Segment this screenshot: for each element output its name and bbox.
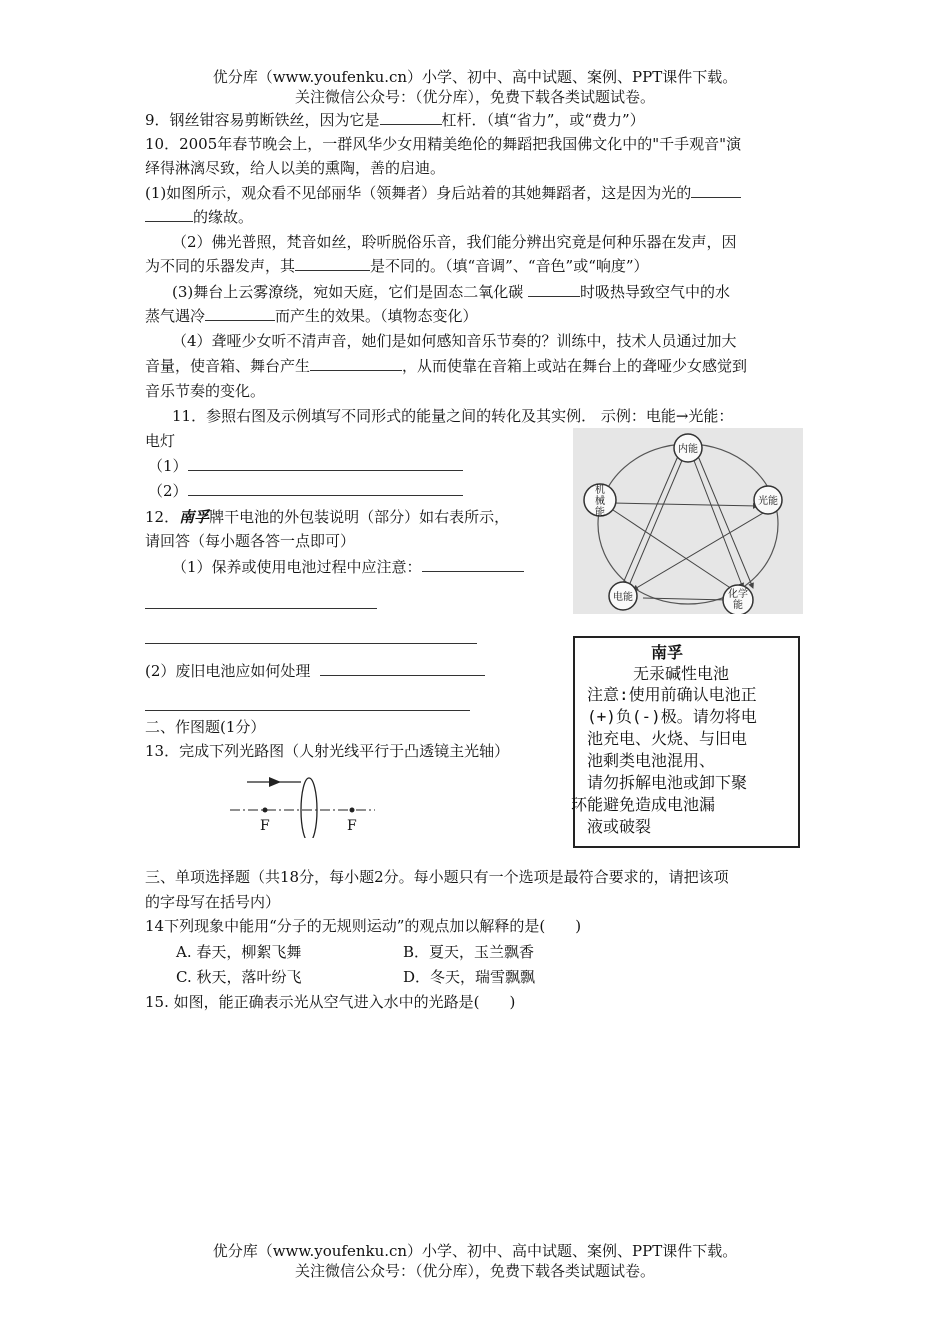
q12-part1-text: （1）保养或使用电池过程中应注意：	[172, 558, 422, 576]
battery-note-1: 注意:使用前确认电池正	[587, 685, 757, 704]
q10-part4-blank[interactable]	[310, 355, 402, 371]
q12-part2	[145, 660, 485, 682]
label-mech-1: 机	[595, 485, 605, 496]
q12-part1-blank[interactable]	[422, 556, 524, 572]
q10-part2-b	[145, 255, 649, 277]
q14-option-d[interactable]: D．冬天，瑞雪飘飘	[403, 968, 536, 986]
q10-part2-text-2: 是不同的。（填“音调”、“音色”或“响度”）	[370, 257, 649, 275]
q12-part2-text: (2）废旧电池应如何处理	[145, 662, 311, 680]
q10-part4-text-1: 音量，使音箱、舞台产生	[145, 357, 311, 375]
q12-part1-line-2[interactable]	[145, 593, 377, 609]
battery-note-3: 池充电、火烧、与旧电	[587, 729, 748, 748]
q10-part4-c: 音乐节奏的变化。	[145, 382, 266, 400]
q11-item-1	[148, 455, 463, 477]
q12-brand: 南孚	[179, 508, 210, 526]
q14-option-b[interactable]: B．夏天，玉兰飘香	[403, 943, 535, 961]
q14-option-a[interactable]: A. 春天，柳絮飞舞	[176, 943, 302, 961]
header-line-1: 优分库（www.youfenku.cn）小学、初中、高中试题、案例、PPT课件下载。	[212, 68, 738, 86]
label-internal: 内能	[678, 444, 698, 455]
section-2-title: 二、作图题(1分）	[145, 718, 266, 736]
footer-line-1: 优分库（www.youfenku.cn）小学、初中、高中试题、案例、PPT课件下载。	[212, 1242, 738, 1260]
label-mech-2: 械	[595, 496, 605, 507]
q12-part2-blank[interactable]	[320, 660, 485, 676]
energy-diagram-svg	[573, 428, 803, 614]
q10-part1-a	[145, 182, 741, 204]
q12-line-1	[145, 506, 509, 528]
q9-text-b: 杠杆．（填“省力”，或“费力”）	[441, 111, 645, 129]
q12-text: 牌干电池的外包装说明（部分）如右表所示，	[209, 508, 510, 526]
label-chem-2: 能	[733, 600, 743, 611]
battery-note-4: 池剩类电池混用、	[587, 751, 716, 770]
battery-note-5: 请勿拆解电池或卸下聚	[587, 773, 748, 792]
battery-name: 无汞碱性电池	[633, 664, 730, 683]
question-9	[145, 109, 645, 131]
q10-part4-b	[145, 355, 747, 377]
battery-note-7: 液或破裂	[587, 817, 652, 836]
q11-item-2	[148, 480, 463, 502]
q9-text-a: 9．钢丝钳容易剪断铁丝，因为它是	[145, 111, 380, 129]
footer-line-2: 关注微信公众号：（优分库），免费下载各类试题试卷。	[294, 1262, 655, 1280]
q12-part1-line-3[interactable]	[145, 628, 477, 644]
q14-option-c[interactable]: C. 秋天，落叶纷飞	[176, 968, 302, 986]
q11-line-1: 11．参照右图及示例填写不同形式的能量之间的转化及其实例． 示例：电能→光能：	[172, 407, 734, 425]
label-mech-3: 能	[595, 507, 605, 518]
q12-number: 12．	[145, 508, 180, 526]
q10-line-1: 10．2005年春节晚会上，一群风华少女用精美绝伦的舞蹈把我国佛文化中的"千手观音"演	[145, 135, 742, 153]
q10-part3-blank-a[interactable]	[528, 281, 580, 297]
q10-part1-blank-b[interactable]	[145, 206, 193, 222]
section-3-line-1: 三、单项选择题（共18分，每小题2分。每小题只有一个选项是最符合要求的，请把该项	[145, 868, 729, 886]
battery-label-box	[573, 636, 800, 848]
q11-line-2: 电灯	[145, 432, 176, 450]
q10-part3-a	[172, 281, 730, 303]
q10-part3-text-1: (3)舞台上云雾潦绕，宛如天庭，它们是固态二氧化碳	[172, 283, 524, 301]
q10-line-2: 绎得淋漓尽致，给人以美的熏陶，善的启迪。	[145, 159, 446, 177]
section-3-line-2: 的字母写在括号内）	[145, 893, 281, 911]
lens-light-path-figure	[225, 768, 385, 838]
q12-part1	[172, 556, 524, 578]
convex-lens	[301, 778, 317, 838]
question-14: 14下列现象中能用“分子的无规则运动”的观点加以解释的是( )	[145, 917, 582, 935]
q9-blank[interactable]	[380, 109, 442, 125]
q11-answer-2[interactable]	[188, 480, 463, 496]
q12-part2-line-2[interactable]	[145, 695, 470, 711]
header-line-2: 关注微信公众号：（优分库），免费下载各类试题试卷。	[294, 88, 655, 106]
energy-arrows	[613, 456, 763, 600]
focus-left-point	[263, 808, 268, 813]
energy-conversion-diagram	[573, 428, 803, 614]
battery-note-2: (+)负(-)极。请勿将电	[587, 707, 757, 726]
q11-answer-1[interactable]	[188, 455, 463, 471]
q10-part4-text-2: ，从而使靠在音箱上或站在舞台上的聋哑少女感觉到	[402, 357, 748, 375]
battery-note-6: 环能避免造成电池漏	[571, 795, 716, 814]
q11-item-1-label: （1）	[148, 457, 188, 475]
q10-part3-text-2: 时吸热导致空气中的水	[580, 283, 731, 301]
focus-left-label: F	[260, 818, 270, 834]
focus-right-point	[350, 808, 355, 813]
lens-svg	[225, 768, 385, 838]
q10-part2-a: （2）佛光普照，梵音如丝，聆听脱俗乐音，我们能分辨出究竟是何种乐器在发声，因	[172, 233, 737, 251]
label-light: 光能	[758, 496, 778, 507]
q10-part2-text-1: 为不同的乐器发声，其	[145, 257, 296, 275]
q12-line-2: 请回答（每小题各答一点即可）	[145, 532, 356, 550]
q10-part2-blank[interactable]	[295, 255, 370, 271]
q10-part1-b	[145, 206, 253, 228]
q10-part1-text: (1)如图所示，观众看不见邰丽华（领舞者）身后站着的其她舞蹈者，这是因为光的	[145, 184, 692, 202]
question-13: 13．完成下列光路图（人射光线平行于凸透镜主光轴）	[145, 742, 510, 760]
q10-part4-a: （4）聋哑少女听不清声音，她们是如何感知音乐节奏的？训练中，技术人员通过加大	[172, 332, 737, 350]
q10-part3-text-4: 而产生的效果。（填物态变化）	[275, 307, 478, 325]
question-15: 15. 如图，能正确表示光从空气进入水中的光路是( )	[145, 993, 516, 1011]
q10-part3-text-3: 蒸气遇冷	[145, 307, 206, 325]
q10-part3-blank-b[interactable]	[205, 305, 275, 321]
label-electric: 电能	[613, 592, 633, 603]
q10-part3-b	[145, 305, 478, 327]
q10-part1-end: 的缘故。	[193, 208, 254, 226]
q10-part1-blank-a[interactable]	[691, 182, 741, 198]
battery-brand: 南孚	[651, 643, 684, 662]
focus-right-label: F	[347, 818, 357, 834]
label-chem-1: 化学	[728, 589, 748, 600]
ray-arrow-icon	[269, 777, 281, 787]
q11-item-2-label: （2）	[148, 482, 188, 500]
